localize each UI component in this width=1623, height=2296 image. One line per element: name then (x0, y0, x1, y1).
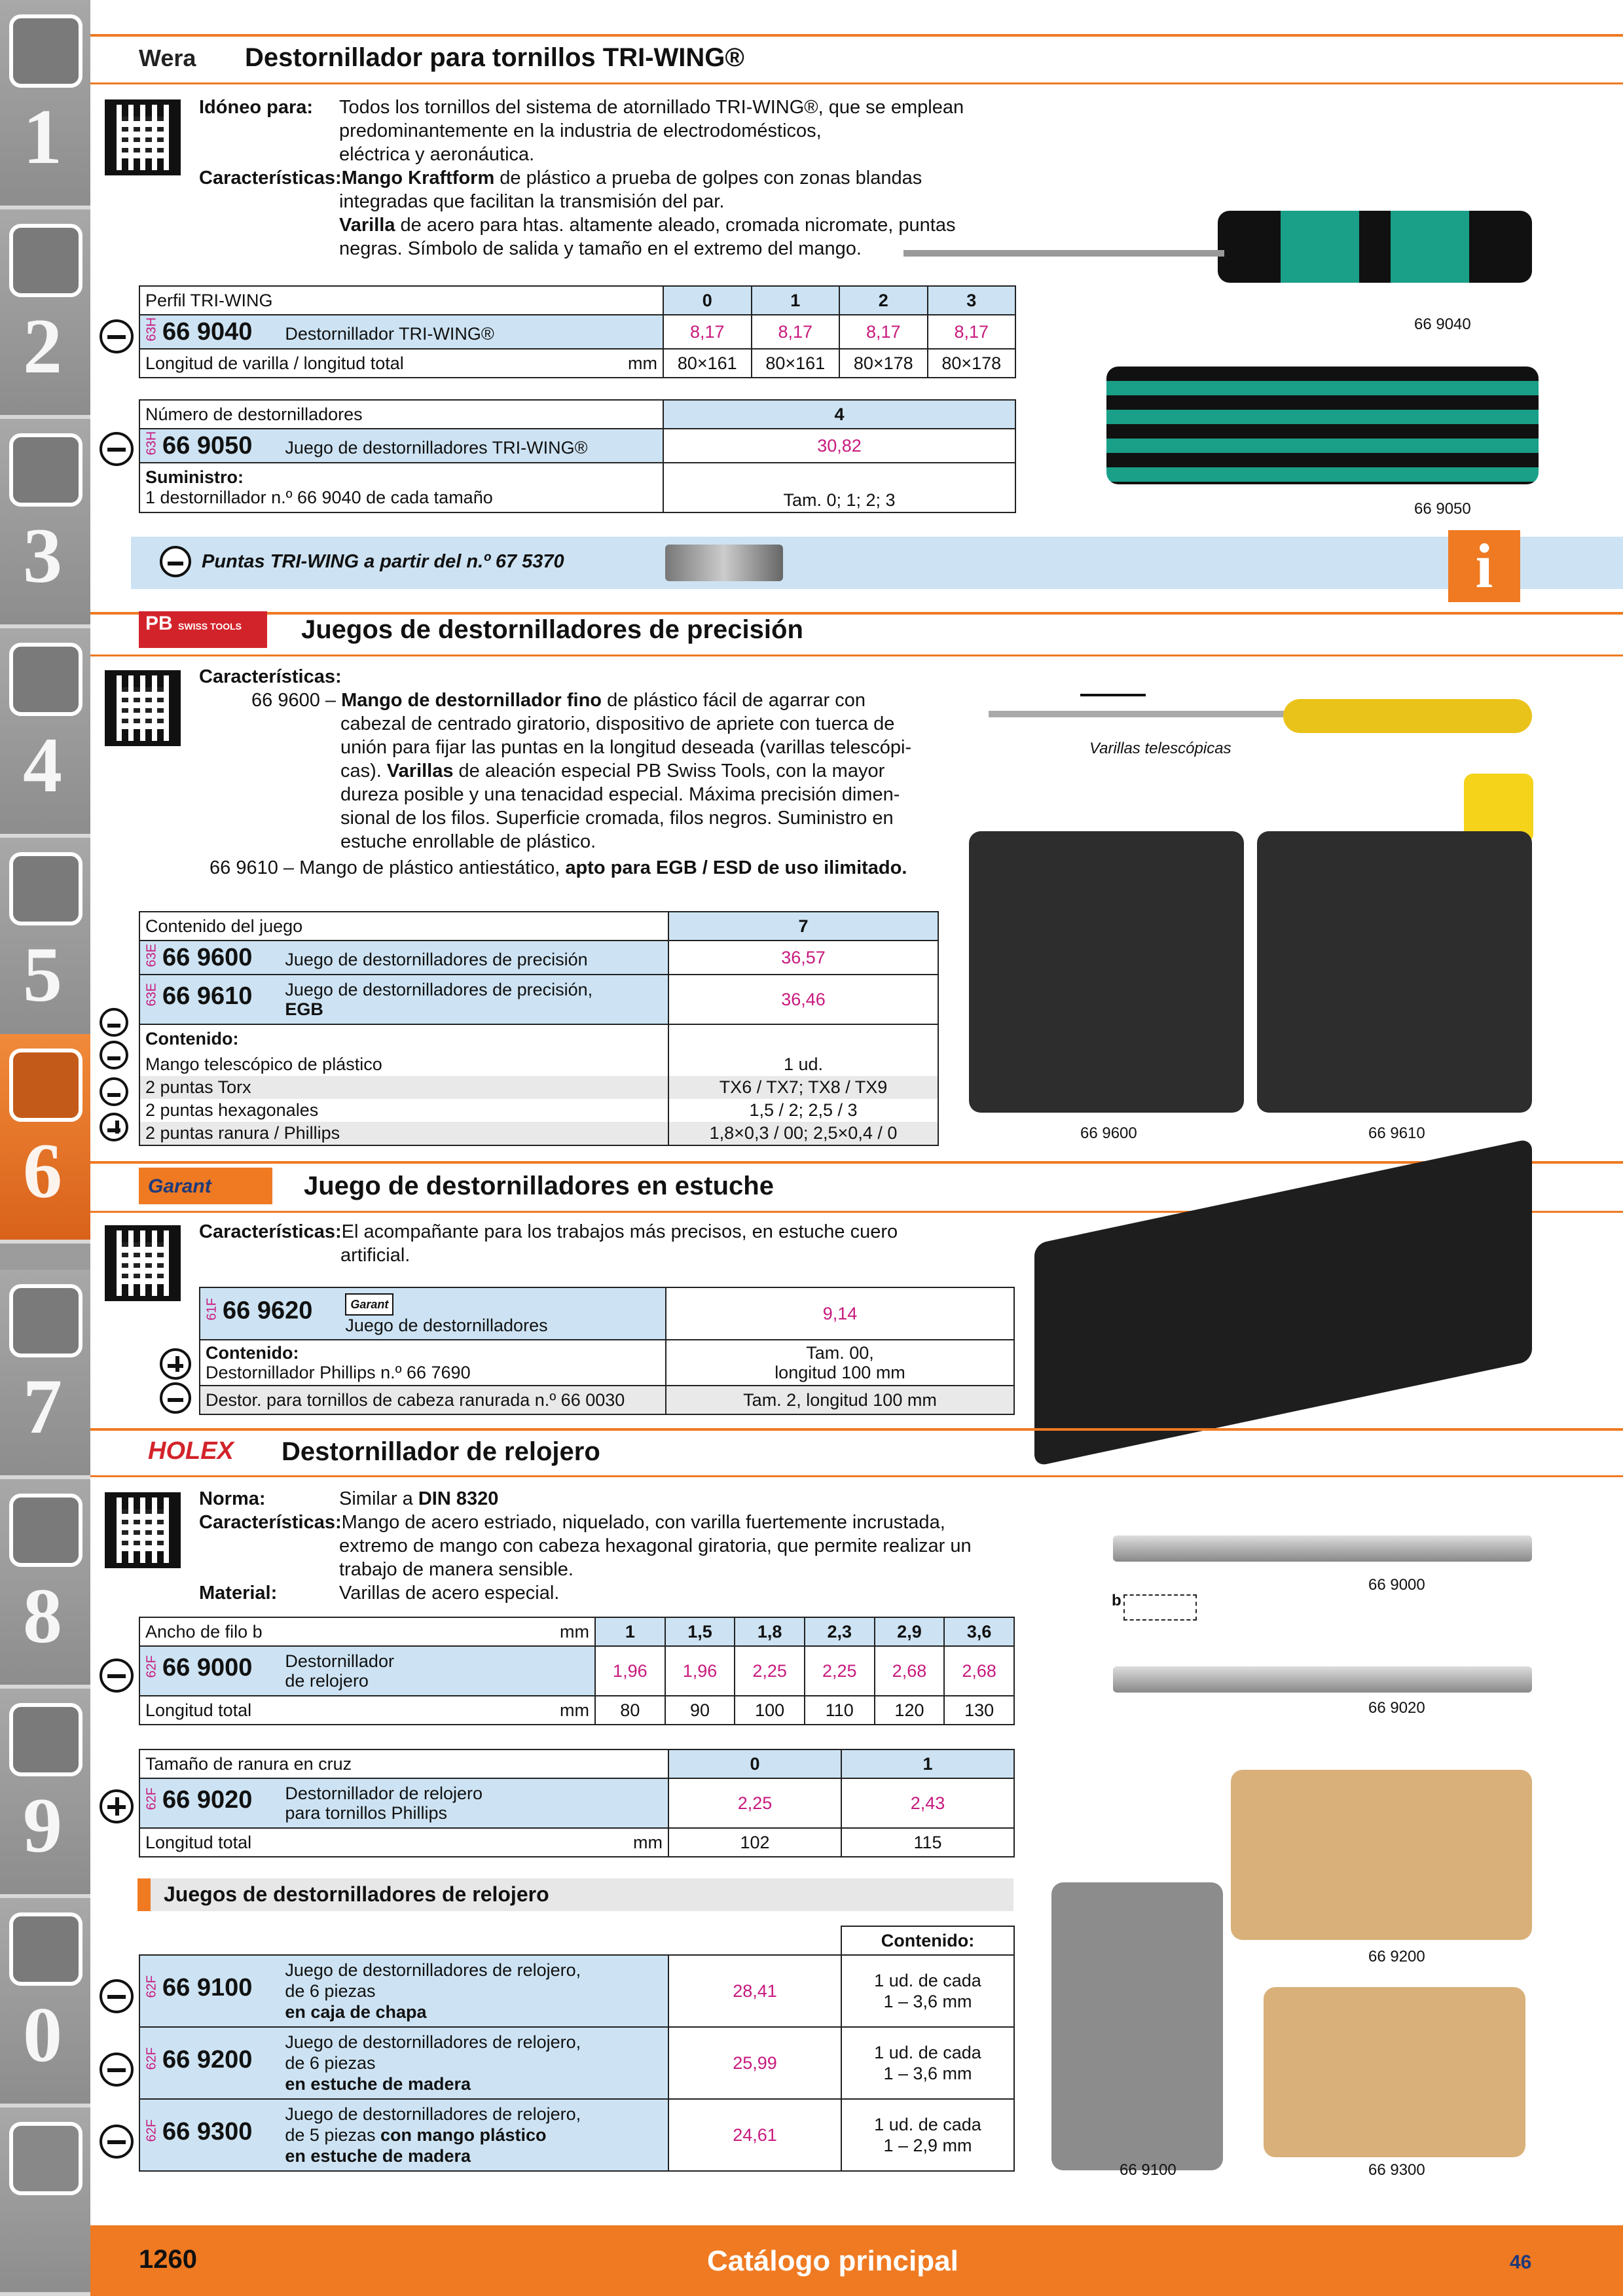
product-name: para tornillos Phillips (285, 1803, 447, 1823)
product-table (139, 1926, 1015, 2172)
content-value: TX6 / TX7; TX8 / TX9 (668, 1076, 938, 1099)
table-header: Contenido del juego (139, 912, 668, 941)
text: de plástico a prueba de golpes con zonas blandas (494, 168, 922, 188)
section-title: Destornillador para tornillos TRI-WING® (245, 43, 744, 72)
blade-diagram (1123, 1594, 1197, 1621)
product-name: de 5 piezas (285, 2125, 380, 2145)
price: 8,17 (928, 315, 1016, 349)
chapter-tab-6[interactable]: 6 (0, 1034, 90, 1244)
length-cell: 100 (735, 1696, 805, 1725)
content-value: 1,8×0,3 / 00; 2,5×0,4 / 0 (668, 1122, 938, 1145)
length-cell: 110 (805, 1696, 875, 1725)
content-value: 1,5 / 2; 2,5 / 3 (668, 1099, 938, 1122)
image-caption: 66 9050 (1414, 500, 1471, 518)
ref: 66 9600 – (251, 690, 337, 711)
price: 2,25 (735, 1646, 805, 1696)
article-number[interactable]: 66 9020 (162, 1786, 253, 1814)
text: cas). (340, 761, 387, 781)
label: Características: (199, 1221, 342, 1242)
telescopic-arrow-icon (1080, 694, 1146, 696)
size-cell: 1,5 (665, 1617, 735, 1646)
length-cell: 120 (875, 1696, 945, 1725)
product-name: Juego de destornilladores TRI-WING® (285, 437, 588, 457)
size-cell: 1 (841, 1749, 1014, 1778)
row-label: Longitud total (145, 1700, 252, 1720)
text: eléctrica y aeronáutica. (339, 144, 535, 165)
info-icon (9, 2122, 82, 2195)
price: 2,68 (875, 1646, 945, 1696)
image-caption: 66 9600 (1080, 1124, 1137, 1142)
section-divider (90, 612, 1623, 615)
product-name: Juego de destornilladores de precisión (285, 949, 588, 969)
precision-handle-image (1283, 699, 1532, 733)
watchmaker-screwdriver-image (1113, 1535, 1532, 1562)
leather-case-image (1034, 1138, 1532, 1467)
tri-wing-icon (100, 319, 134, 353)
bit-shaft-image (989, 711, 1290, 717)
length-cell: 80×178 (928, 349, 1016, 378)
price: 28,41 (668, 1955, 841, 2027)
label: Características: (199, 1512, 342, 1533)
product-name: Destornillador (285, 1651, 394, 1671)
page-footer (90, 2225, 1623, 2296)
length-cell: 130 (944, 1696, 1014, 1725)
price: 2,25 (668, 1778, 841, 1828)
price: 8,17 (752, 315, 840, 349)
product-name: Destornillador de relojero (285, 1784, 483, 1803)
size-cell: 0 (668, 1749, 841, 1778)
text: Mango de destornillador fino (341, 690, 602, 711)
logo-text: PB (145, 613, 173, 634)
tri-wing-icon (100, 432, 134, 466)
price: 9,14 (666, 1287, 1014, 1340)
ref: 66 9610 – (210, 857, 295, 878)
watchmaker-screwdriver-image (1113, 1666, 1532, 1693)
unit: mm (628, 353, 657, 373)
content-value: longitud 100 mm (775, 1363, 905, 1382)
text: Todos los tornillos del sistema de atornillado TRI-WING®, que se emplean (339, 97, 964, 118)
label: Material: (199, 1583, 278, 1604)
dimension-label: b (1112, 1592, 1122, 1609)
section-title: Destornillador de relojero (282, 1437, 600, 1466)
case-image-669600 (969, 831, 1244, 1113)
product-name: en caja de chapa (285, 2002, 427, 2022)
image-caption: 66 9040 (1414, 315, 1471, 333)
section-divider (90, 34, 1623, 37)
content-item: 2 puntas hexagonales (139, 1099, 668, 1122)
row-label: Longitud total (145, 1832, 252, 1852)
content-item: 2 puntas Torx (139, 1076, 668, 1099)
row-label: Longitud de varilla / longitud total (145, 353, 404, 373)
product-description (199, 96, 1024, 260)
product-name: Juego de destornilladores de precisión, (285, 980, 593, 999)
table-header: Tamaño de ranura en cruz (139, 1749, 668, 1778)
slot-icon (100, 1077, 128, 1106)
text: trabajo de manera sensible. (339, 1559, 574, 1580)
price-code: 62F (144, 1787, 159, 1810)
unit: mm (560, 1700, 589, 1720)
slot-icon (100, 1659, 134, 1693)
content-item: 2 puntas ranura / Phillips (139, 1122, 668, 1145)
product-name: de 6 piezas (285, 1981, 376, 2001)
image-caption: 66 9300 (1368, 2161, 1425, 2179)
content-value: Tam. 00, (806, 1343, 874, 1363)
text: Mango Kraftform (341, 168, 495, 188)
chapter-tab-0[interactable]: 0 (0, 1898, 90, 2108)
article-number[interactable]: 66 9600 (162, 943, 253, 971)
product-name: Juego de destornilladores de relojero, (285, 2104, 581, 2124)
product-table (139, 1617, 1015, 1725)
product-name: Destornillador TRI-WING® (285, 323, 494, 344)
article-number[interactable]: 66 9620 (223, 1297, 313, 1325)
drill-icon (9, 14, 82, 88)
row-label: Contenido: (206, 1343, 299, 1363)
price: 1,96 (665, 1646, 735, 1696)
table-header: Ancho de filo b (145, 1621, 263, 1641)
pliers-icon (9, 1284, 82, 1357)
length-cell: 102 (668, 1828, 841, 1857)
price-code: 63E (144, 943, 159, 967)
wrench-icon (9, 1049, 82, 1122)
chapter-tab-5[interactable]: 5 (0, 838, 90, 1047)
shaft-image (903, 250, 1224, 257)
image-caption: 66 9100 (1120, 2161, 1176, 2179)
chapter-tab-info[interactable] (0, 2108, 90, 2296)
image-caption: 66 9000 (1368, 1576, 1425, 1594)
qr-code[interactable] (105, 1225, 181, 1301)
torx-icon (100, 1008, 128, 1037)
text: Similar a (339, 1488, 418, 1509)
content-value: 1 ud. de cada (874, 1971, 981, 1990)
price-code: 61F (204, 1297, 219, 1320)
price-code: 63H (144, 431, 159, 456)
saw-icon (9, 852, 82, 925)
metal-case-image (1051, 1882, 1223, 2170)
info-icon[interactable]: i (1448, 530, 1520, 602)
content-value: 1 – 3,6 mm (883, 2064, 972, 2083)
text: estuche enrollable de plástico. (340, 831, 596, 852)
price: 30,82 (663, 429, 1015, 463)
text: de acero para htas. altamente aleado, cromada nicromate, puntas (395, 215, 956, 236)
slot-icon (100, 2053, 134, 2087)
product-name: Juego de destornilladores (345, 1315, 548, 1335)
text: de plástico fácil de agarrar con (602, 690, 866, 711)
size-cell: 1 (595, 1617, 665, 1646)
image-caption: 66 9200 (1368, 1948, 1425, 1965)
article-number[interactable]: 66 9100 (162, 1974, 253, 2002)
length-cell: 80×178 (839, 349, 928, 378)
price: 1,96 (595, 1646, 665, 1696)
length-cell: 90 (665, 1696, 735, 1725)
price-code: 62F (144, 2119, 159, 2142)
chapter-tab-9[interactable]: 9 (0, 1689, 90, 1898)
product-description (199, 1220, 1024, 1267)
chapter-sidebar (0, 0, 90, 2296)
case-image-669610 (1257, 831, 1532, 1113)
text: El acompañante para los trabajos más precisos, en estuche cuero (341, 1221, 898, 1242)
price-code: 62F (144, 1655, 159, 1677)
product-name: en estuche de madera (285, 2074, 471, 2094)
product-table (139, 285, 1016, 378)
article-number[interactable]: 66 9610 (162, 982, 253, 1011)
page-number: 1260 (139, 2245, 197, 2274)
garant-logo: Garant (139, 1168, 272, 1204)
product-name: Juego de destornilladores de relojero, (285, 1960, 581, 1980)
unit: mm (560, 1621, 589, 1641)
product-table (139, 399, 1016, 513)
price: 24,61 (668, 2099, 841, 2171)
section-divider (90, 1475, 1623, 1477)
price: 8,17 (839, 315, 928, 349)
price: 8,17 (663, 315, 752, 349)
label: Características: (199, 168, 342, 188)
length-cell: 80 (595, 1696, 665, 1725)
slot-icon (100, 1979, 134, 2013)
size-cell: 2,3 (805, 1617, 875, 1646)
product-table (139, 1749, 1015, 1857)
product-table (199, 1287, 1015, 1415)
content-value: Tam. 2, longitud 100 mm (666, 1386, 1014, 1414)
product-description (199, 1487, 1024, 1605)
image-caption: 66 9020 (1368, 1699, 1425, 1717)
qr-code[interactable] (105, 1492, 181, 1568)
text: Varilla (339, 215, 395, 236)
article-number[interactable]: 66 9040 (162, 317, 253, 346)
product-name: de 6 piezas (285, 2053, 376, 2073)
article-number[interactable]: 66 9300 (162, 2118, 253, 2146)
logo-text: SWISS TOOLS (178, 621, 242, 632)
image-caption: 66 9610 (1368, 1124, 1425, 1142)
table-header: Número de destornilladores (139, 400, 663, 429)
image-caption: Varillas telescópicas (1089, 740, 1231, 757)
content-value: 1 ud. de cada (874, 2115, 981, 2134)
section-title: Juego de destornilladores en estuche (304, 1172, 774, 1200)
size-cell: 0 (663, 286, 752, 315)
workbench-icon (9, 1494, 82, 1567)
price-code: 62F (144, 1975, 159, 1998)
length-cell: 80×161 (663, 349, 752, 378)
length-cell: 115 (841, 1828, 1014, 1857)
holex-logo: HOLEX (148, 1437, 234, 1465)
chuck-icon (9, 433, 82, 507)
section-divider (90, 655, 1623, 656)
price: 25,99 (668, 2027, 841, 2099)
section-divider (90, 1161, 1623, 1164)
slot-icon (100, 2125, 134, 2159)
table-header: Perfil TRI-WING (139, 286, 663, 315)
price: 36,46 (668, 975, 938, 1024)
count-cell: 7 (668, 912, 938, 941)
row-label: Contenido: (139, 1024, 668, 1053)
bit-image (665, 545, 783, 581)
size-cell: 3,6 (944, 1617, 1014, 1646)
wooden-case-image (1264, 1987, 1525, 2157)
length-cell: 80×161 (752, 349, 840, 378)
price: 36,57 (668, 941, 938, 975)
chapter-tab-3[interactable]: 3 (0, 419, 90, 628)
text: Varillas (386, 761, 454, 781)
text: de aleación especial PB Swiss Tools, con la mayor (453, 761, 885, 781)
product-name: de relojero (285, 1671, 369, 1691)
text: Varillas de acero especial. (339, 1583, 560, 1604)
label: Norma: (199, 1488, 266, 1509)
row-label: Suministro: (145, 467, 244, 487)
qr-code[interactable] (105, 99, 181, 175)
article-number[interactable]: 66 9200 (162, 2046, 253, 2074)
product-name: en estuche de madera (285, 2146, 471, 2166)
row-text: 1 destornillador n.º 66 9040 de cada tamaño (145, 488, 493, 507)
article-number[interactable]: 66 9000 (162, 1654, 253, 1682)
subsection-title: Juegos de destornilladores de relojero (137, 1878, 1013, 1911)
price: 2,25 (805, 1646, 875, 1696)
insert-icon (9, 224, 82, 297)
section-title: Juegos de destornilladores de precisión (301, 615, 803, 644)
text: cabezal de centrado giratorio, dispositivo de apriete con tuerca de (340, 713, 895, 734)
text: dureza posible y una tenacidad especial. Máxima precisión dimen- (340, 784, 900, 805)
pb-swiss-tools-logo (139, 611, 267, 648)
section-divider (90, 1428, 1623, 1431)
label: Idóneo para: (199, 97, 314, 118)
row-value: Tam. 0; 1; 2; 3 (663, 463, 1015, 512)
garant-logo: Garant (345, 1293, 393, 1316)
unit: mm (633, 1832, 663, 1852)
caliper-icon (9, 643, 82, 716)
product-name: EGB (285, 999, 323, 1019)
chapter-tab-2[interactable]: 2 (0, 209, 90, 419)
content-value: 1 ud. (668, 1053, 938, 1076)
info-text: Puntas TRI-WING a partir del n.º 67 5370 (202, 551, 564, 572)
chapter-tab-1[interactable]: 1 (0, 0, 90, 209)
hexagon-icon (100, 1041, 128, 1069)
price-code: 63H (144, 317, 159, 342)
size-cell: 1 (752, 286, 840, 315)
chapter-tab-4[interactable]: 4 (0, 628, 90, 838)
slot-icon (160, 1382, 191, 1414)
size-cell: 2,9 (875, 1617, 945, 1646)
phillips-icon (160, 1348, 191, 1380)
size-cell: 1,8 (735, 1617, 805, 1646)
text: extremo de mango con cabeza hexagonal giratoria, que permite realizar un (339, 1535, 972, 1556)
screwdriver-image (1218, 211, 1532, 283)
price-code: 63E (144, 982, 159, 1006)
text: negras. Símbolo de salida y tamaño en el extremo del mango. (339, 238, 862, 259)
screwdriver-set-image (1106, 367, 1539, 484)
text: sional de los filos. Superficie cromada, filos negros. Suministro en (340, 808, 894, 829)
product-table (139, 911, 939, 1146)
price-code: 62F (144, 2047, 159, 2070)
product-name: Juego de destornilladores de relojero, (285, 2032, 581, 2052)
phillips-icon (100, 1113, 128, 1141)
wera-logo: Wera (139, 45, 196, 71)
label: Características: (199, 666, 342, 687)
content-value: 1 – 3,6 mm (883, 1992, 972, 2011)
section-divider (90, 82, 1623, 84)
tri-wing-icon (160, 546, 191, 577)
text: integradas que facilitan la transmisión del par. (339, 191, 725, 212)
size-cell: 2 (839, 286, 928, 315)
price: 2,68 (944, 1646, 1014, 1696)
content-value: 1 ud. de cada (874, 2043, 981, 2062)
product-name: con mango plástico (380, 2125, 547, 2145)
text: artificial. (340, 1245, 410, 1266)
section-number: 46 (1510, 2251, 1532, 2273)
catalog-title: Catálogo principal (707, 2245, 958, 2277)
text: apto para EGB / ESD de uso ilimitado. (565, 857, 907, 878)
content-item: Mango telescópico de plástico (139, 1053, 668, 1076)
text: unión para fijar las puntas en la longitud deseada (varillas telescópi- (340, 737, 912, 758)
text: Mango de plástico antiestático, (299, 857, 566, 878)
text: DIN 8320 (418, 1488, 499, 1509)
safety-icon (9, 1912, 82, 1986)
table-header: Contenido: (841, 1926, 1014, 1955)
chapter-tab-8[interactable]: 8 (0, 1479, 90, 1689)
text: Mango de acero estriado, niquelado, con varilla fuertemente incrustada, (341, 1512, 945, 1533)
product-description (199, 665, 1024, 880)
article-number[interactable]: 66 9050 (162, 431, 253, 459)
price: 2,43 (841, 1778, 1014, 1828)
info-bar[interactable] (131, 531, 1623, 601)
size-cell: 3 (928, 286, 1016, 315)
qr-code[interactable] (105, 670, 181, 746)
cabinet-icon (9, 1703, 82, 1776)
phillips-icon (100, 1789, 134, 1823)
wooden-case-image (1231, 1770, 1532, 1940)
text: predominantemente en la industria de electrodomésticos, (339, 120, 822, 141)
content-value: 1 – 2,9 mm (883, 2136, 972, 2155)
content-item: Destor. para tornillos de cabeza ranurada n.º 66 0030 (200, 1386, 666, 1414)
content-item: Destornillador Phillips n.º 66 7690 (206, 1363, 471, 1382)
chapter-tab-7[interactable]: 7 (0, 1270, 90, 1479)
count-cell: 4 (663, 400, 1015, 429)
